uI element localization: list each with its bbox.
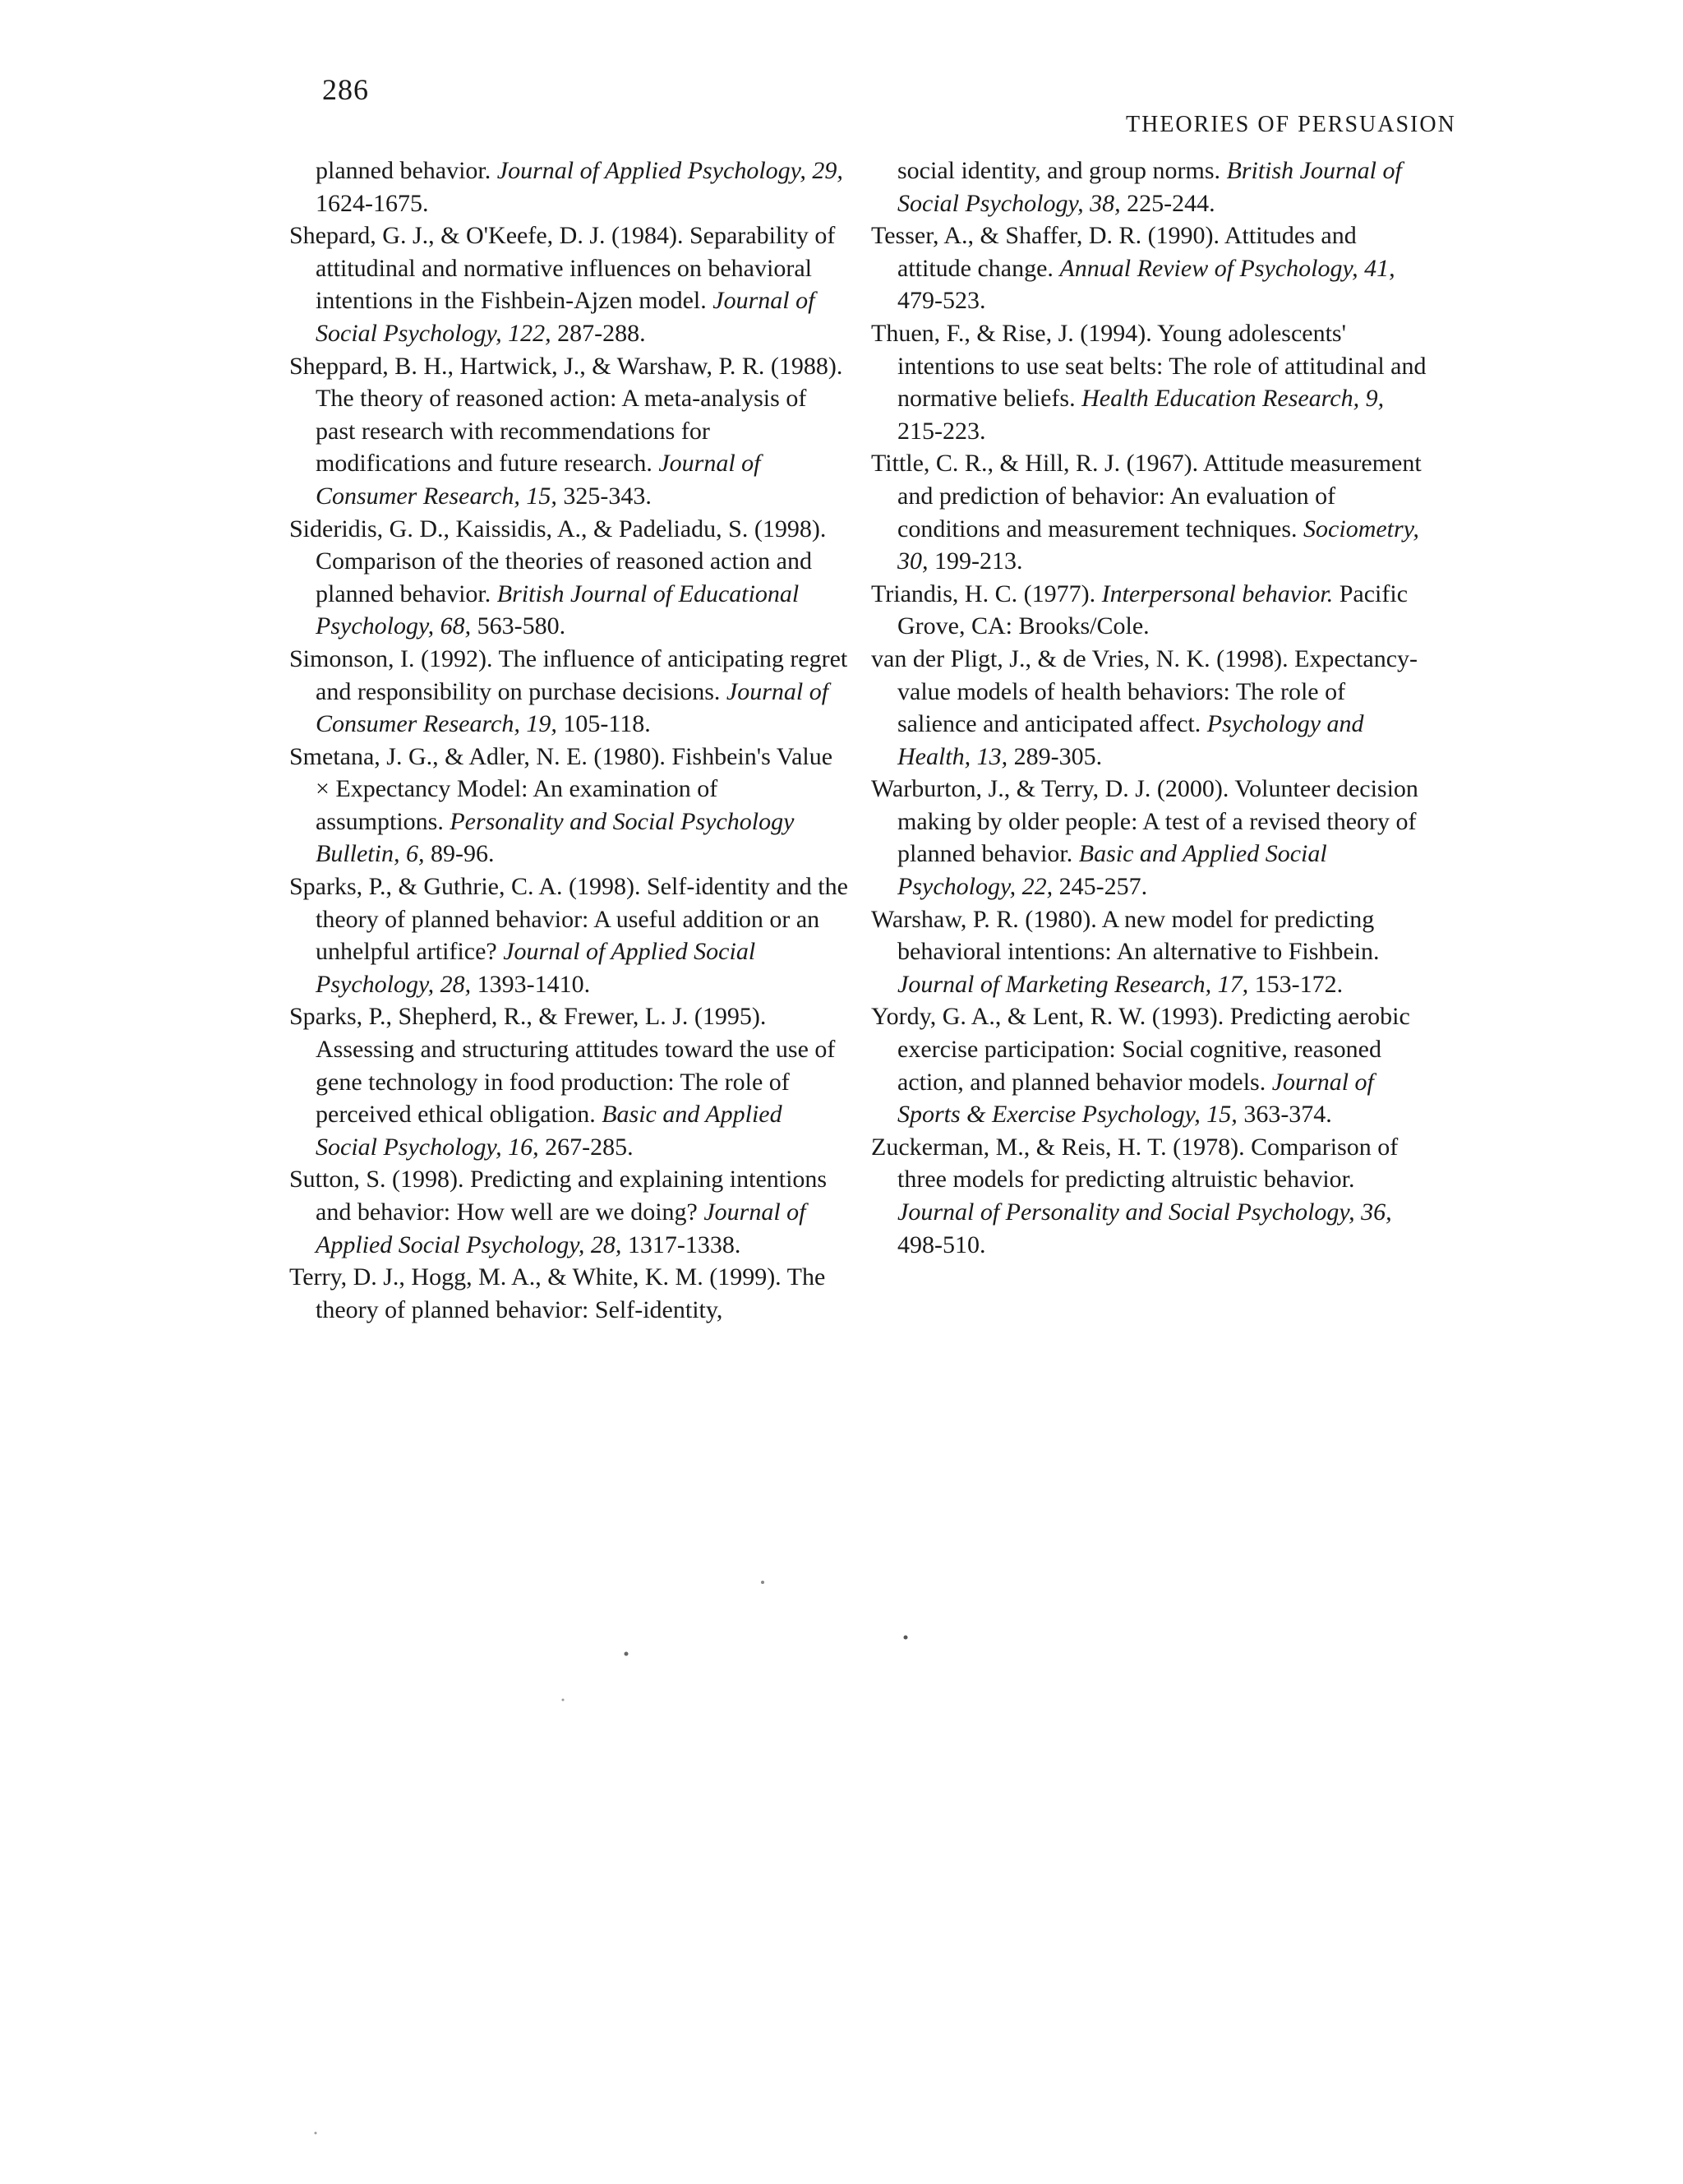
reference-text: Tittle, C. R., & Hill, R. J. (1967). Attitude measurement and prediction of behavior: An evaluation of conditions and measurement techniques. [871, 450, 1422, 543]
reference-pages: 363-374. [1237, 1101, 1332, 1129]
reference-text: Smetana, J. G., & Adler, N. E. (1980). Fishbein's Value × Expectancy Model: An examination of assumptions. [289, 742, 833, 835]
reference-entry [871, 1131, 1430, 1261]
reference-source: British Journal of Social Psychology, 38, [897, 157, 1402, 217]
reference-entry [871, 155, 1430, 219]
reference-text: planned behavior. [316, 157, 497, 184]
reference-pages: 1317-1338. [621, 1231, 741, 1258]
reference-entry [871, 219, 1430, 317]
reference-source: Sociometry, 30, [897, 515, 1419, 575]
reference-source: Journal of Sports & Exercise Psychology, 15, [897, 1068, 1374, 1129]
reference-source: Journal of Applied Social Psychology, 28, [316, 938, 756, 998]
reference-text: Sheppard, B. H., Hartwick, J., & Warshaw, P. R. (1988). The theory of reasoned action: A meta-analysis of past research with recommendations for modifications and future research. [289, 352, 843, 478]
reference-pages: 153-172. [1248, 970, 1344, 998]
reference-pages: 215-223. [897, 417, 986, 445]
reference-source: Journal of Social Psychology, 122, [316, 287, 815, 347]
reference-source: Interpersonal behavior. [1101, 579, 1334, 607]
reference-pages: 325-343. [556, 482, 652, 510]
reference-text: Simonson, I. (1992). The influence of anticipating regret and responsibility on purchase decisions. [289, 644, 848, 705]
reference-text: Zuckerman, M., & Reis, H. T. (1978). Comparison of three models for predicting altruistic behavior. [871, 1133, 1399, 1194]
reference-text: Tesser, A., & Shaffer, D. R. (1990). Attitudes and attitude change. [871, 222, 1357, 282]
reference-source: Journal of Applied Psychology, 29, [496, 157, 843, 184]
reference-text: Sparks, P., & Guthrie, C. A. (1998). Self-identity and the theory of planned behavior: A useful addition or an unhelpful artifice? [289, 873, 848, 966]
reference-entry [289, 1000, 848, 1163]
reference-source: Journal of Consumer Research, 15, [316, 450, 761, 510]
reference-entry [871, 903, 1430, 1001]
reference-pages: 199-213. [928, 547, 1023, 575]
reference-pages: 498-510. [897, 1231, 986, 1258]
reference-pages: Pacific Grove, CA: Brooks/Cole. [897, 579, 1409, 640]
reference-entry [289, 1163, 848, 1261]
reference-text: Warburton, J., & Terry, D. J. (2000). Volunteer decision making by older people: A test of a revised theory of planned behavior. [871, 775, 1418, 868]
reference-entry [871, 773, 1430, 903]
scan-speck [904, 1636, 908, 1640]
scan-speck [761, 1581, 764, 1584]
reference-text: Shepard, G. J., & O'Keefe, D. J. (1984). Separability of attitudinal and normative influences on behavioral intentions in the Fishbein-Ajzen model. [289, 222, 836, 315]
reference-text: Thuen, F., & Rise, J. (1994). Young adolescents' intentions to use seat belts: The role of attitudinal and normative beliefs. [871, 319, 1427, 413]
reference-entry [289, 513, 848, 643]
reference-source: British Journal of Educational Psychology, 68, [316, 579, 800, 640]
reference-source: Journal of Personality and Social Psychology, 36, [897, 1198, 1392, 1226]
reference-pages: 267-285. [538, 1133, 634, 1161]
reference-pages: 89-96. [424, 840, 495, 868]
reference-pages: 225-244. [1120, 189, 1215, 217]
reference-entry [289, 643, 848, 741]
reference-text: Sideridis, G. D., Kaissidis, A., & Padeliadu, S. (1998). Comparison of the theories of reasoned action and planned behavior. [289, 515, 827, 607]
reference-source: Basic and Applied Social Psychology, 16, [316, 1101, 782, 1161]
reference-entry [871, 643, 1430, 773]
reference-pages: 1393-1410. [471, 970, 591, 998]
reference-pages: 289-305. [1007, 742, 1103, 770]
reference-pages: 1624-1675. [316, 189, 429, 217]
reference-entry [289, 870, 848, 1000]
reference-source: Psychology and Health, 13, [897, 710, 1364, 770]
reference-source: Annual Review of Psychology, 41, [1059, 254, 1395, 282]
reference-entry [289, 155, 848, 219]
reference-source: Journal of Consumer Research, 19, [316, 677, 829, 738]
reference-entry [289, 1261, 848, 1326]
reference-pages: 105-118. [556, 710, 651, 738]
reference-source: Journal of Marketing Research, 17, [897, 970, 1249, 998]
reference-entry [871, 447, 1430, 577]
reference-source: Basic and Applied Social Psychology, 22, [897, 840, 1327, 901]
reference-entry [289, 219, 848, 349]
reference-text: van der Pligt, J., & de Vries, N. K. (1998). Expectancy-value models of health behaviors: The role of salience and anticipated affect. [871, 644, 1418, 738]
reference-text: Sutton, S. (1998). Predicting and explaining intentions and behavior: How well are we doing? [289, 1166, 828, 1226]
scan-speck [315, 2132, 317, 2135]
reference-pages: 563-580. [471, 612, 566, 640]
page-number: 286 [322, 73, 369, 106]
scan-speck [562, 1699, 565, 1701]
reference-entry [289, 741, 848, 870]
reference-pages: 479-523. [897, 287, 986, 315]
reference-pages: 245-257. [1053, 873, 1148, 901]
reference-source: Health Education Research, 9, [1081, 385, 1385, 413]
reference-entry [871, 317, 1430, 447]
reference-text: social identity, and group norms. [897, 157, 1227, 184]
reference-text: Warshaw, P. R. (1980). A new model for predicting behavioral intentions: An alternative to Fishbein. [871, 905, 1380, 966]
reference-text: Terry, D. J., Hogg, M. A., & White, K. M. (1999). The theory of planned behavior: Self-identity, [289, 1263, 826, 1323]
reference-entry [289, 350, 848, 513]
reference-text: Triandis, H. C. (1977). [871, 579, 1102, 607]
running-head: THEORIES OF PERSUASION [1126, 112, 1456, 137]
reference-entry [871, 578, 1430, 643]
references-left-column [289, 155, 848, 1326]
reference-source: Personality and Social Psychology Bulletin, 6, [316, 807, 795, 868]
reference-pages: 287-288. [551, 319, 646, 347]
reference-text: Sparks, P., Shepherd, R., & Frewer, L. J. (1995). Assessing and structuring attitudes toward the use of gene technology in food production: The role of perceived ethical obligation. [289, 1003, 836, 1129]
references-right-column [871, 155, 1430, 1261]
reference-entry [871, 1000, 1430, 1130]
reference-text: Yordy, G. A., & Lent, R. W. (1993). Predicting aerobic exercise participation: Social cognitive, reasoned action, and planned behavior models. [871, 1003, 1410, 1096]
reference-source: Journal of Applied Social Psychology, 28, [316, 1198, 806, 1258]
scan-speck [625, 1652, 629, 1656]
